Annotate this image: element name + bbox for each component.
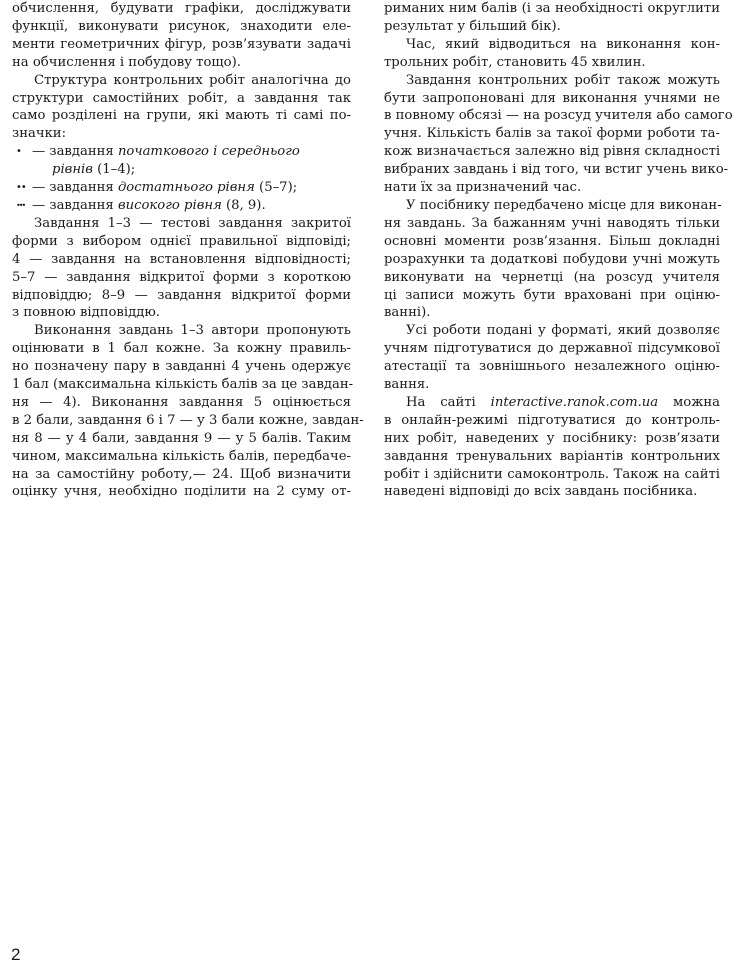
text-line: ня — 4). Виконання завдання 5 оцінюється: [12, 394, 351, 410]
text-line: розрахунки та додаткові побудови учні можуть: [384, 251, 720, 267]
text-line: в онлайн-режимі підготуватися до контроль-: [384, 412, 720, 428]
text-line: ня 8 — у 4 бали, завдання 9 — у 5 балів. Таким: [12, 430, 351, 446]
page-number: 2: [11, 945, 21, 964]
text-line: значки:: [12, 126, 67, 142]
text-line: ці записи можуть бути враховані при оціню-: [384, 287, 720, 303]
text-line: функції, виконувати рисунок, знаходити еле-: [12, 18, 351, 34]
single-dot-icon: •: [16, 146, 21, 158]
paragraph-partial-tasks: [384, 72, 733, 197]
text-line: ня завдань. За бажанням учні наводять тільки: [384, 215, 720, 231]
text-line: учня. Кількість балів за такої форми роботи та-: [384, 126, 720, 142]
text-line: структури самостійних робіт, а завдання так: [12, 90, 351, 106]
paragraph-website: [384, 394, 720, 501]
text-line: обчислення, будувати графіки, досліджувати: [12, 1, 351, 16]
text-line: Виконання завдань 1–3 автори пропонують: [34, 323, 351, 339]
text-line: учням підготуватися до державної підсумкової: [384, 341, 720, 357]
text-line: відповіддю; 8–9 — завдання відкритої форми: [12, 287, 351, 303]
text-line: основні моменти розв’язання. Більш докладні: [384, 233, 720, 249]
text-line: форми з вибором однієї правильної відповіді;: [12, 233, 351, 249]
text-line: У посібнику передбачено місце для виконан-: [406, 197, 722, 213]
text-line: результат у більший бік).: [384, 18, 561, 34]
text-line: з повною відповіддю.: [12, 305, 160, 321]
text-line: вибраних завдань і від того, чи встиг учень вико-: [384, 162, 729, 178]
text-line: в 2 бали, завдання 6 і 7 — у 3 бали кожне, завдан-: [12, 412, 364, 428]
list-item-high-level: [12, 197, 351, 215]
text-line: бути запропоновані для виконання учнями не: [384, 90, 720, 106]
website-link[interactable]: interactive.ranok.com.ua: [490, 394, 659, 410]
text-line: в повному обсязі — на розсуд учителя або самого: [384, 108, 733, 124]
text-line: Час, який відводиться на виконання кон-: [406, 36, 720, 52]
text-line: само розділені на групи, які мають ті самі по-: [12, 108, 351, 124]
paragraph-continuation: [384, 0, 720, 36]
text-line: но позначену пару в завданні 4 учень одержує: [12, 359, 351, 375]
list-item-sufficient-level: [12, 179, 351, 197]
text-line: ванні).: [384, 305, 431, 321]
text-line: наведені відповіді до всіх завдань посібника.: [384, 484, 698, 500]
text-line: вання.: [384, 377, 430, 393]
text-line: — завдання початкового і середнього: [32, 144, 300, 160]
text-line: 5–7 — завдання відкритої форми з короткою: [12, 269, 351, 285]
triple-dot-icon: •••: [16, 200, 25, 210]
text-line: них робіт, наведених у посібнику: розв’язати: [384, 430, 720, 446]
paragraph-continuation: [12, 0, 351, 72]
right-column: [384, 0, 733, 501]
text-line: Завдання контрольних робіт також можуть: [406, 72, 720, 88]
text-line: 4 — завдання на встановлення відповідності;: [12, 251, 351, 267]
text-line: атестації та зовнішнього незалежного оціню-: [384, 359, 720, 375]
text-line: менти геометричних фігур, розв’язувати задачі: [12, 36, 351, 52]
text-line: завдання тренувальних варіантів контрольних: [384, 448, 720, 464]
text-line: — завдання достатнього рівня (5–7);: [32, 180, 298, 196]
text-line: Усі роботи подані у форматі, який дозволяє: [406, 323, 720, 339]
text-line: рівнів (1–4);: [52, 162, 136, 178]
paragraph-workspace: [384, 197, 720, 322]
text-line: На сайті interactive.ranok.com.ua можна: [406, 394, 720, 410]
text-line: трольних робіт, становить 45 хвилин.: [384, 54, 646, 70]
left-column: [12, 0, 364, 501]
text-line: на за самостійну роботу,— 24. Щоб визначити: [12, 466, 351, 482]
text-line: чином, максимальна кількість балів, передбаче-: [12, 448, 351, 464]
text-line: виконувати на чернетці (на розсуд учителя: [384, 269, 720, 285]
text-line: Структура контрольних робіт аналогічна до: [34, 72, 351, 88]
text-line: оцінку учня, необхідно поділити на 2 суму от-: [12, 484, 351, 500]
list-item-initial-level: [12, 143, 351, 179]
paragraph-scoring: [12, 322, 364, 501]
text-line: Завдання 1–3 — тестові завдання закритої: [34, 215, 351, 231]
text-line: риманих ним балів (і за необхідності округлити: [384, 1, 720, 16]
text-line: нати їх за призначений час.: [384, 180, 582, 196]
text-line: на обчислення і побудову тощо).: [12, 54, 241, 70]
paragraph-format: [384, 322, 720, 394]
text-line: кож визначається залежно від рівня складності: [384, 144, 721, 160]
text-line: робіт і здійснити самоконтроль. Також на сайті: [384, 466, 720, 482]
paragraph-structure: [12, 72, 351, 144]
text-line: — завдання високого рівня (8, 9).: [32, 197, 266, 213]
double-dot-icon: ••: [16, 182, 26, 194]
text-line: 1 бал (максимальна кількість балів за це завдан-: [12, 377, 354, 393]
paragraph-task-types: [12, 215, 351, 322]
text-line: оцінювати в 1 бал кожне. За кожну правиль-: [12, 341, 351, 357]
paragraph-time: [384, 36, 720, 72]
